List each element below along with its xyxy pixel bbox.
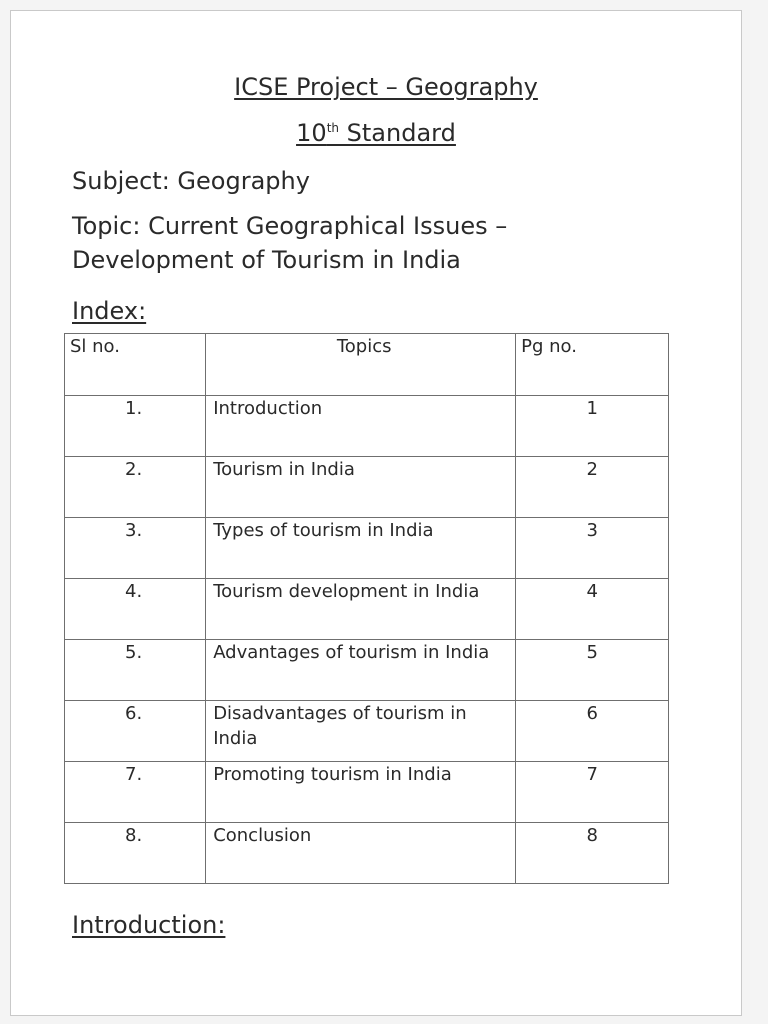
- table-row: [65, 457, 669, 518]
- index-table: [64, 333, 669, 884]
- sl-no-cell: 4.: [65, 579, 206, 640]
- topic-cell: Introduction: [206, 396, 516, 457]
- sl-no-cell: 7.: [65, 762, 206, 823]
- column-header-page-no: Pg no.: [516, 334, 669, 396]
- introduction-heading: Introduction:: [72, 911, 226, 939]
- sl-no-cell: 2.: [65, 457, 206, 518]
- topic-cell: Tourism in India: [206, 457, 516, 518]
- sl-no-cell: 5.: [65, 640, 206, 701]
- topic-cell: Tourism development in India: [206, 579, 516, 640]
- standard-title: 10th Standard: [296, 119, 456, 147]
- topic-line: Topic: Current Geographical Issues – Development of Tourism in India: [72, 212, 508, 274]
- topic-cell: Advantages of tourism in India: [206, 640, 516, 701]
- page-no-cell: 5: [516, 640, 669, 701]
- page-no-cell: 4: [516, 579, 669, 640]
- sl-no-cell: 8.: [65, 823, 206, 884]
- topic-cell: Conclusion: [206, 823, 516, 884]
- topic-cell: Promoting tourism in India: [206, 762, 516, 823]
- page-no-cell: 2: [516, 457, 669, 518]
- table-row: [65, 518, 669, 579]
- page-no-cell: 1: [516, 396, 669, 457]
- table-row: [65, 762, 669, 823]
- project-title: ICSE Project – Geography: [234, 73, 538, 101]
- topic-cell: Disadvantages of tourism in India: [206, 701, 516, 762]
- table-row: [65, 396, 669, 457]
- page-no-cell: 7: [516, 762, 669, 823]
- sl-no-cell: 1.: [65, 396, 206, 457]
- sl-no-cell: 6.: [65, 701, 206, 762]
- sl-no-cell: 3.: [65, 518, 206, 579]
- document-page: [10, 10, 742, 1016]
- column-header-sl-no: Sl no.: [65, 334, 206, 396]
- table-row: [65, 579, 669, 640]
- column-header-topics: Topics: [206, 334, 516, 396]
- page-no-cell: 3: [516, 518, 669, 579]
- table-row: [65, 823, 669, 884]
- table-header-row: [65, 334, 669, 396]
- table-row: [65, 701, 669, 762]
- topic-cell: Types of tourism in India: [206, 518, 516, 579]
- page-no-cell: 6: [516, 701, 669, 762]
- subject-line: Subject: Geography: [72, 167, 310, 195]
- page-no-cell: 8: [516, 823, 669, 884]
- index-heading: Index:: [72, 297, 147, 325]
- table-row: [65, 640, 669, 701]
